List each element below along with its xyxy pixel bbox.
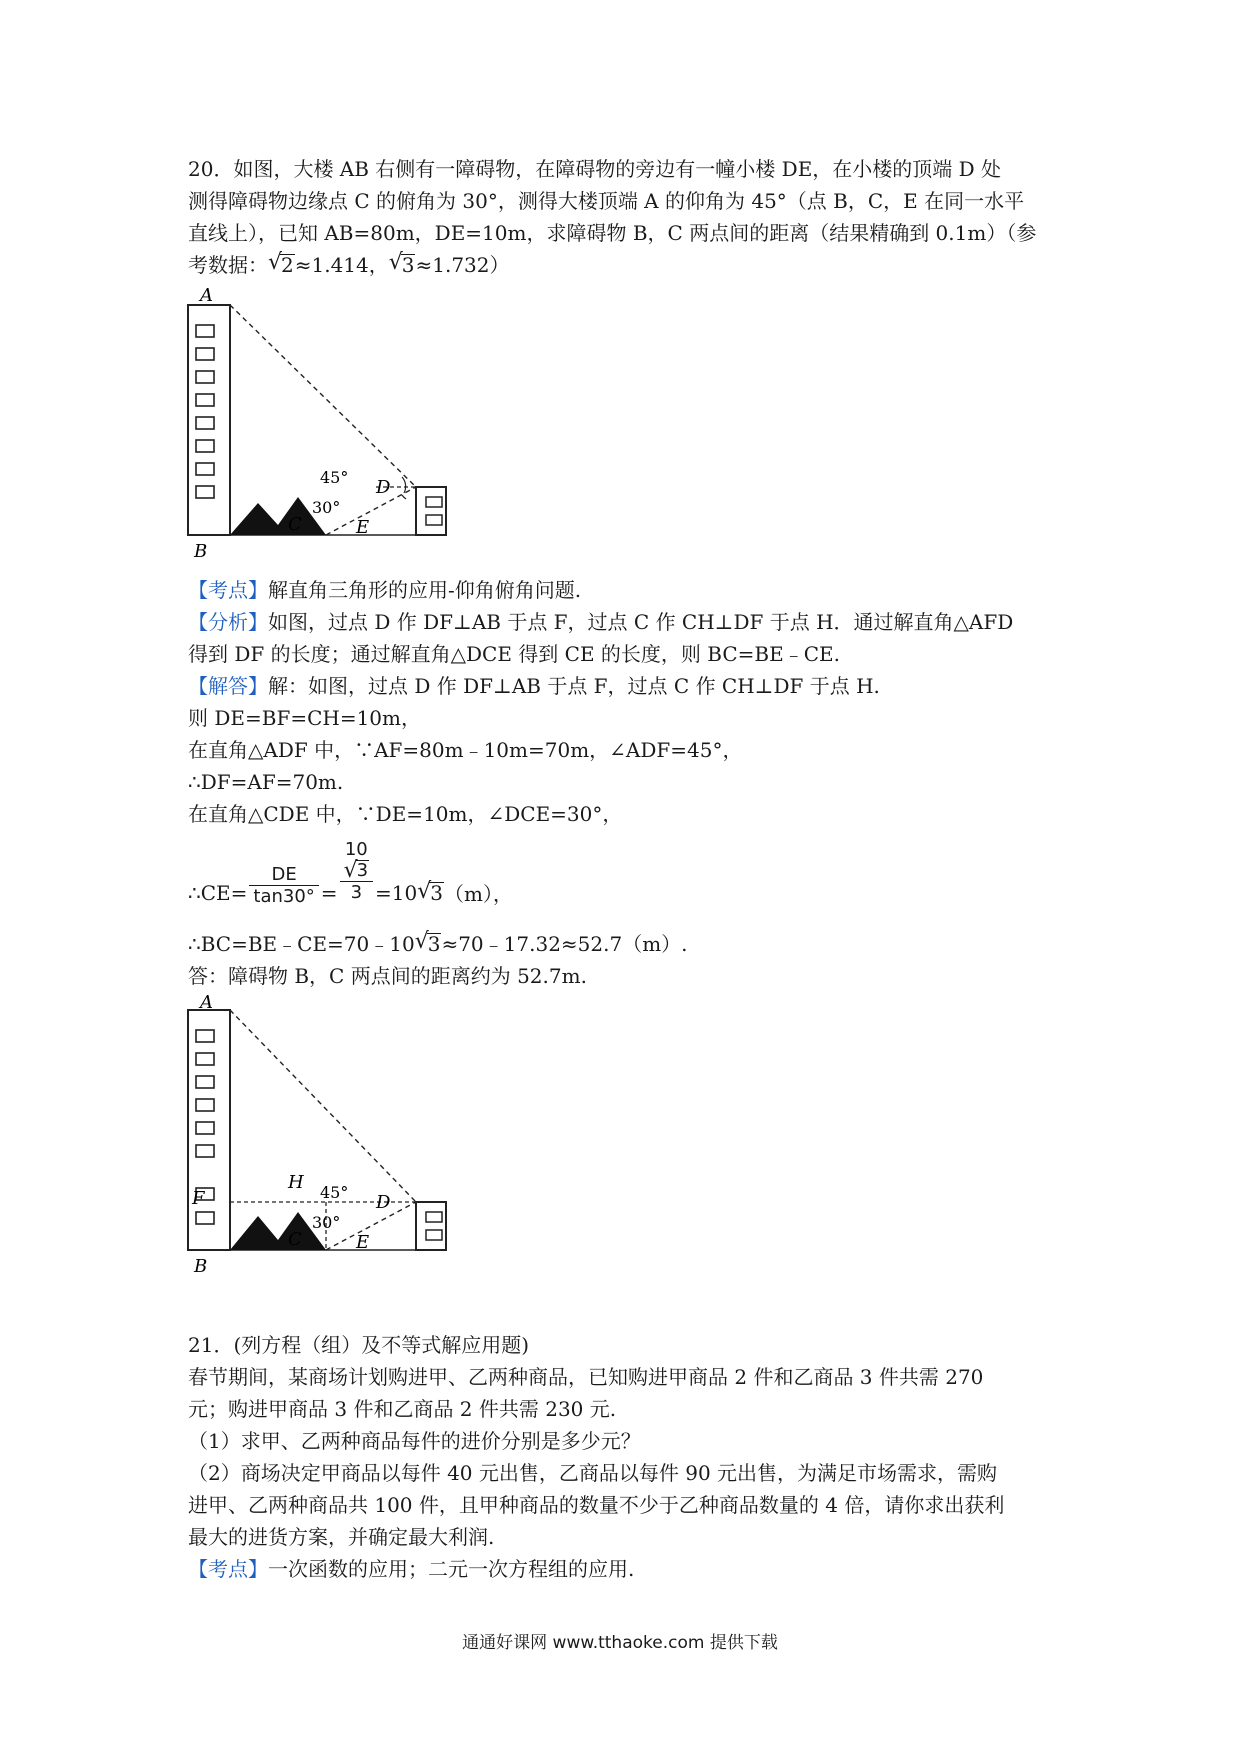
bc-line: ∴BC=BE﹣CE=70﹣10√ 3≈70﹣17.32≈52.7（m）. bbox=[188, 932, 688, 956]
jieda-tag: 【解答】 bbox=[188, 674, 268, 698]
frac-10-sqrt3-over-3: 10 √ 3 3 bbox=[340, 839, 373, 903]
svg-text:45°: 45° bbox=[320, 1183, 349, 1202]
building-ab bbox=[188, 1010, 230, 1250]
jieda-line-3: 在直角△ADF 中，∵AF=80m﹣10m=70m，∠ADF=45°， bbox=[188, 738, 743, 762]
sight-line-da bbox=[230, 305, 416, 487]
label-d: D bbox=[376, 477, 391, 498]
q20-line-4: 考数据：√ 2≈1.414，√ 3≈1.732） bbox=[188, 253, 510, 277]
angle-30: 30° bbox=[312, 498, 341, 517]
building-de bbox=[416, 1202, 446, 1250]
svg-text:B: B bbox=[194, 1256, 208, 1277]
label-e: E bbox=[356, 517, 370, 538]
angle-45: 45° bbox=[320, 468, 349, 487]
fenxi-line-1: 【分析】如图，过点 D 作 DF⊥AB 于点 F，过点 C 作 CH⊥DF 于点 H．通过解直角△AFD bbox=[188, 610, 1014, 634]
ce-formula: ∴CE= $\frac{DE}{\tan 30^\circ}$ = 10 √ 3 3 =10√ 3（m）， bbox=[188, 834, 513, 924]
svg-text:E: E bbox=[356, 1232, 370, 1253]
q20-line-3: 直线上），已知 AB=80m，DE=10m，求障碍物 B，C 两点间的距离（结果精确到 0.1m）（参 bbox=[188, 221, 1037, 245]
q21-line-1: 春节期间，某商场计划购进甲、乙两种商品，已知购进甲商品 2 件和乙商品 3 件共需 270 bbox=[188, 1365, 984, 1389]
kaodian-text: 解直角三角形的应用-仰角俯角问题. bbox=[268, 578, 582, 602]
q20-line-1: 20．如图，大楼 AB 右侧有一障碍物，在障碍物的旁边有一幢小楼 DE，在小楼的顶端 D 处 bbox=[188, 157, 1002, 181]
fenxi-line-2: 得到 DF 的长度；通过解直角△DCE 得到 CE 的长度，则 BC=BE﹣CE. bbox=[188, 642, 840, 666]
kaodian-tag: 【考点】 bbox=[188, 578, 268, 602]
q21-title: 21．(列方程（组）及不等式解应用题) bbox=[188, 1333, 530, 1357]
svg-text:A: A bbox=[200, 992, 213, 1013]
building-ab bbox=[188, 305, 230, 535]
svg-text:F: F bbox=[192, 1188, 205, 1209]
fenxi-tag: 【分析】 bbox=[188, 610, 268, 634]
sqrt-3: √ 3 bbox=[389, 253, 416, 277]
q21-line-3: （1）求甲、乙两种商品每件的进价分别是多少元？ bbox=[188, 1429, 641, 1453]
svg-text:H: H bbox=[288, 1172, 304, 1193]
jieda-line-4: ∴DF=AF=70m. bbox=[188, 770, 344, 794]
q21-line-2: 元；购进甲商品 3 件和乙商品 2 件共需 230 元. bbox=[188, 1397, 617, 1421]
q21-line-6: 最大的进货方案，并确定最大利润. bbox=[188, 1525, 495, 1549]
svg-text:C: C bbox=[288, 1229, 302, 1250]
svg-text:D: D bbox=[376, 1192, 391, 1213]
label-a: A bbox=[200, 285, 213, 306]
jieda-line-2: 则 DE=BF=CH=10m， bbox=[188, 706, 421, 730]
q21-line-4: （2）商场决定甲商品以每件 40 元出售，乙商品以每件 90 元出售，为满足市场需求，需购 bbox=[188, 1461, 998, 1485]
footer: 通通好课网 www.tthaoke.com 提供下载 bbox=[462, 1633, 778, 1653]
jieda-line-5: 在直角△CDE 中，∵DE=10m，∠DCE=30°， bbox=[188, 802, 623, 826]
figure-1 bbox=[180, 285, 460, 565]
q21-line-5: 进甲、乙两种商品共 100 件，且甲种商品的数量不少于乙种商品数量的 4 倍，请你求出获利 bbox=[188, 1493, 1005, 1517]
svg-text:30°: 30° bbox=[312, 1213, 341, 1232]
jieda-line-1: 【解答】解：如图，过点 D 作 DF⊥AB 于点 F，过点 C 作 CH⊥DF 于点 H. bbox=[188, 674, 880, 698]
frac-de-tan30: $\frac{DE}{\tan 30^\circ}$ bbox=[249, 864, 318, 907]
building-de bbox=[416, 487, 446, 535]
q20-line-2: 测得障碍物边缘点 C 的俯角为 30°，测得大楼顶端 A 的仰角为 45°（点 B，C，E 在同一水平 bbox=[188, 189, 1025, 213]
ref-prefix: 考数据： bbox=[188, 253, 268, 277]
label-c: C bbox=[288, 514, 302, 535]
figure-2 bbox=[180, 990, 460, 1280]
answer-line: 答：障碍物 B，C 两点间的距离约为 52.7m. bbox=[188, 964, 587, 988]
label-b: B bbox=[194, 541, 208, 562]
sqrt-2: √ 2 bbox=[268, 253, 295, 277]
q21-kaodian: 【考点】一次函数的应用；二元一次方程组的应用. bbox=[188, 1557, 635, 1581]
kaodian-line bbox=[188, 578, 581, 602]
building-windows bbox=[196, 325, 214, 498]
